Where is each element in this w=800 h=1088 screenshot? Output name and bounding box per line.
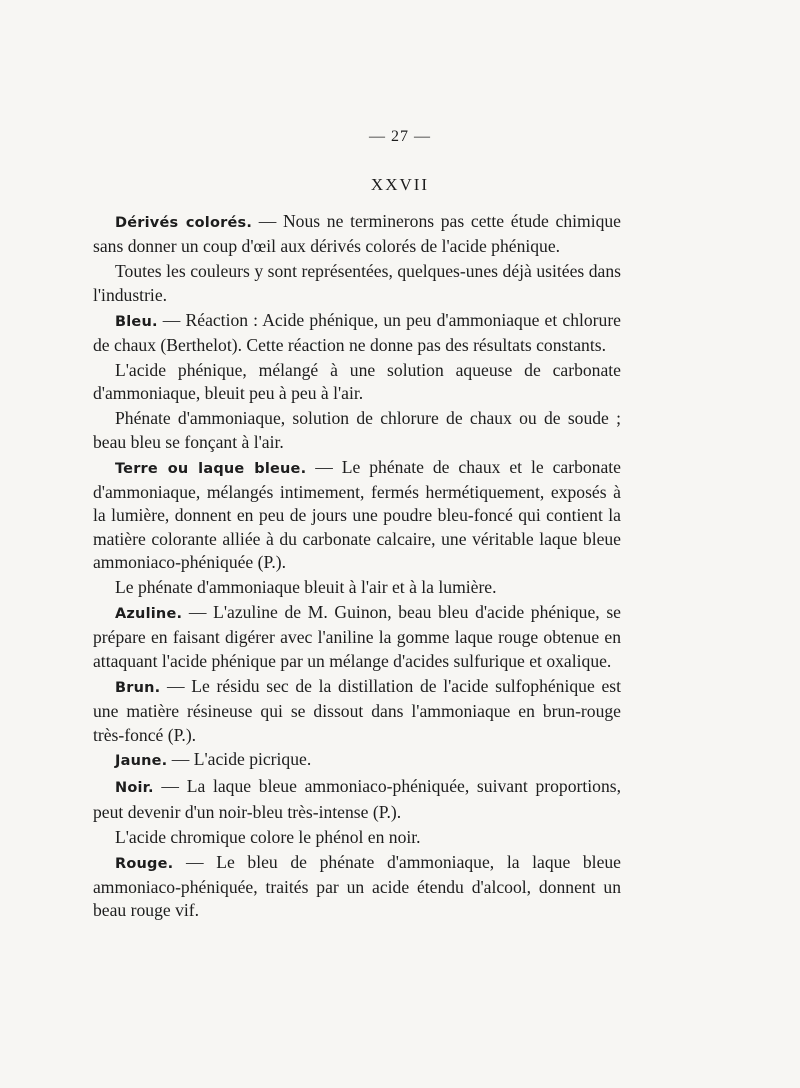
paragraph-bleu: [93, 309, 621, 358]
term-jaune: Jaune.: [115, 753, 168, 770]
paragraph-text: — L'acide picrique.: [167, 749, 312, 770]
paragraph-brun: [93, 675, 621, 747]
paragraph-text: — Nous ne terminerons pas cette étude chimique sans donner un coup d'œil aux dérivés colorés de l'acide phénique.: [93, 211, 621, 257]
term-terre-laque-bleue: Terre ou laque bleue.: [115, 460, 307, 477]
term-brun: Brun.: [115, 679, 161, 696]
paragraph-text: L'acide phénique, mélangé à une solution aqueuse de carbonate d'ammoniaque, bleuit peu à peu à l'air.: [93, 359, 621, 404]
paragraph-rouge: [93, 851, 621, 923]
paragraph-text: — La laque bleue ammoniaco-phéniquée, suivant proportions, peut devenir d'un noir-bleu très-intense (P.).: [93, 776, 621, 822]
paragraph-acide-chromique: [93, 826, 621, 849]
paragraph-text: Toutes les couleurs y sont représentées, quelques-unes déjà usitées dans l'industrie.: [93, 261, 621, 305]
paragraph-phenate-lumiere: [93, 576, 621, 599]
paragraph-derives-colores: [93, 210, 621, 259]
term-rouge: Rouge.: [115, 855, 174, 872]
section-title: XXVII: [370, 175, 430, 194]
paragraph-text: L'acide chromique colore le phénol en noir.: [115, 826, 421, 847]
paragraph-couleurs: [93, 260, 621, 307]
paragraph-terre-laque-bleue: [93, 456, 621, 575]
paragraph-noir: [93, 775, 621, 824]
paragraph-text: — Le résidu sec de la distillation de l'acide sulfophénique est une matière résineuse qui se dissout dans l'ammoniaque en brun-rouge très-foncé (P.).: [93, 675, 621, 745]
page-body: [93, 210, 621, 923]
paragraph-text: — L'azuline de M. Guinon, beau bleu d'acide phénique, se prépare en faisant digérer avec l'aniline la gomme laque rouge obtenue en attaquant l'acide phénique par un mélange d'acides sulfurique et oxalique.: [93, 602, 621, 671]
term-azuline: Azuline.: [115, 606, 183, 622]
term-noir: Noir.: [115, 780, 154, 797]
page-number: — 27 —: [369, 128, 431, 145]
paragraph-azuline: [93, 601, 621, 673]
paragraph-jaune: [93, 748, 621, 773]
paragraph-text: — Le phénate de chaux et le carbonate d'ammoniaque, mélangés intimement, fermés hermétiquement, exposés à la lumière, donnent en peu de jours une poudre bleu-foncé qui contient la matière colorante alliée à du carbonate calcaire, une véritable laque bleue ammoniaco-phéniquée (P.).: [93, 456, 621, 573]
paragraph-text: Le phénate d'ammoniaque bleuit à l'air et à la lumière.: [115, 577, 497, 598]
paragraph-text: — Le bleu de phénate d'ammoniaque, la laque bleue ammoniaco-phéniquée, traités par un acide étendu d'alcool, donnent un beau rouge vif.: [93, 851, 621, 921]
paragraph-acide-carbonate: [93, 359, 621, 406]
term-derives-colores: Dérivés colorés.: [115, 215, 253, 231]
paragraph-text: — Réaction : Acide phénique, un peu d'ammoniaque et chlorure de chaux (Berthelot). Cette réaction ne donne pas des résultats constants.: [93, 309, 621, 356]
term-bleu: Bleu.: [115, 313, 158, 330]
paragraph-text: Phénate d'ammoniaque, solution de chlorure de chaux ou de soude ; beau bleu se fonçant à l'air.: [93, 408, 621, 452]
paragraph-phenate-chlorure: [93, 407, 621, 454]
